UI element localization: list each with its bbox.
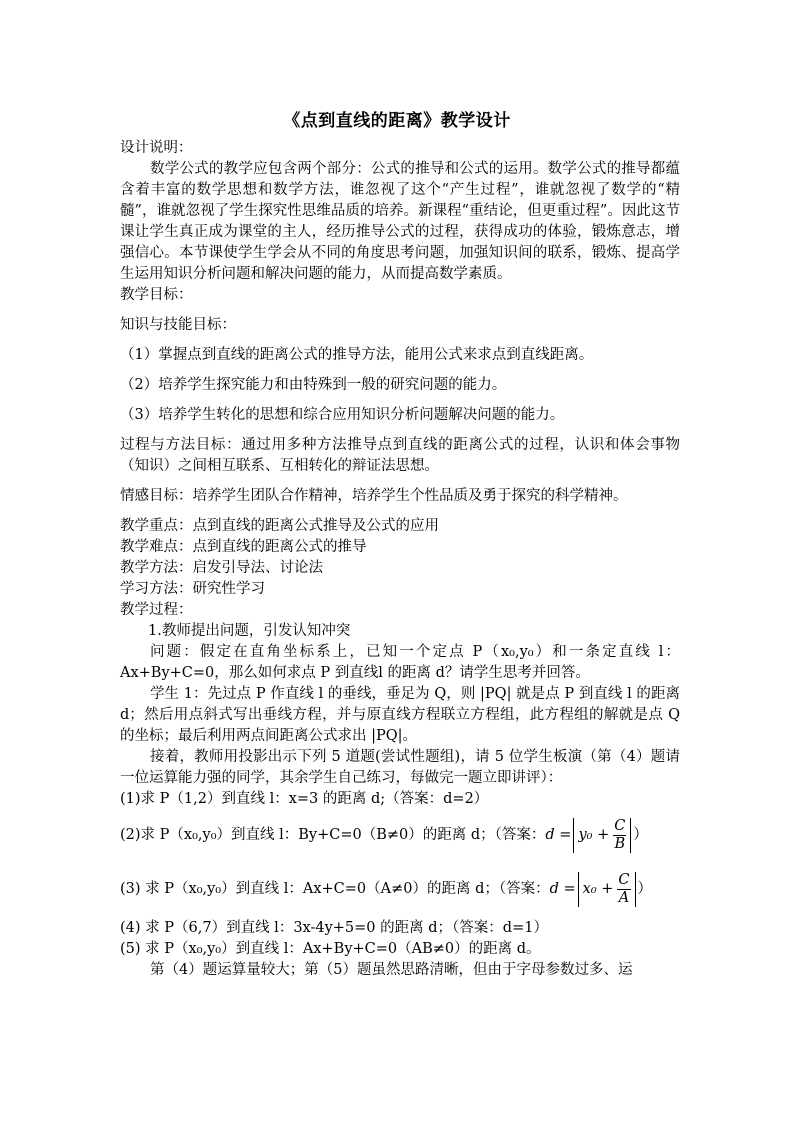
exercise-2-text: (2)求 P（x₀,y₀）到直线 l：By+C=0（B≠0）的距离 d；（答案：	[120, 826, 546, 843]
goal-item-2: （2）培养学生探究能力和由特殊到一般的研究问题的能力。	[120, 377, 507, 393]
exercise-4: (4) 求 P（6,7）到直线 l：3x-4y+5=0 的距离 d；（答案：d=1）	[120, 920, 548, 936]
closing-paragraph: 第（4）题运算量较大；第（5）题虽然思路清晰，但由于字母参数过多、运	[150, 962, 633, 978]
exercise-3-close: ）	[637, 880, 653, 897]
design-note-heading: 设计说明：	[120, 140, 193, 156]
exercise-3-abs	[578, 872, 636, 907]
goal-item-3: （3）培养学生转化的思想和综合应用知识分析问题解决问题的能力。	[120, 407, 565, 423]
exercise-2-var: d =	[545, 826, 572, 843]
process-question: 问题：假定在直角坐标系上，已知一个定点 P（x₀,y₀）和一条定直线 l：Ax+By+C=0，那么如何求点 P 到直线l 的距离 d？请学生思考并回答。	[120, 644, 680, 681]
goal-item-1: （1）掌握点到直线的距离公式的推导方法，能用公式来求点到直线距离。	[120, 347, 594, 363]
teacher-next: 接着，教师用投影出示下列 5 道题(尝试性题组)，请 5 位学生板演（第（4）题请一位运算能力强的同学，其余学生自己练习，每做完一题立即讲评）：	[120, 749, 680, 786]
exercise-2-abs	[573, 818, 631, 853]
student-1-answer: 学生 1：先过点 P 作直线 l 的垂线，垂足为 Q，则 |PQ| 就是点 P 到直线 l 的距离 d；然后用点斜式写出垂线方程，并与原直线方程联立方程组，此方程组的解就是点 Q 的坐标；最后利用两点间距离公式求出 |PQ|。	[120, 686, 680, 744]
goals-heading: 教学目标：	[120, 287, 193, 303]
teaching-process-heading: 教学过程：	[120, 602, 193, 618]
learning-method: 学习方法：研究性学习	[120, 581, 265, 597]
page-title: 《点到直线的距离》教学设计	[283, 111, 511, 131]
process-step-1: 1.教师提出问题，引发认知冲突	[148, 623, 351, 639]
teaching-method: 教学方法：启发引导法、讨论法	[120, 560, 323, 576]
exercise-2	[120, 810, 680, 860]
exercise-3-var: d =	[549, 880, 576, 897]
exercise-3-term: x₀ +	[582, 880, 614, 897]
exercise-2-denominator: B	[614, 835, 626, 852]
exercise-3-numerator: C	[618, 871, 630, 888]
exercise-3-text: (3) 求 P（x₀,y₀）到直线 l：Ax+C=0（A≠0）的距离 d；（答案：	[120, 880, 550, 897]
design-note-paragraph: 数学公式的教学应包含两个部分：公式的推导和公式的运用。数学公式的推导都蕴含着丰富的数学思想和数学方法，谁忽视了这个“产生过程”，谁就忽视了数学的“精髓”，谁就忽视了学生探究性思维品质的培养。新课程“重结论，但更重过程”。因此这节课让学生真正成为课堂的主人，经历推导公式的过程，获得成功的体验，锻炼意志，增强信心。本节课使学生学会从不同的角度思考问题，加强知识间的联系，锻炼、提高学生运用知识分析问题和解决问题的能力，从而提高数学素质。	[120, 161, 680, 282]
exercise-2-term: y₀ +	[578, 826, 610, 843]
document-body	[120, 138, 680, 981]
teaching-focus: 教学重点：点到直线的距离公式推导及公式的应用	[120, 518, 439, 534]
exercise-1: (1)求 P（1,2）到直线 l：x=3 的距离 d;（答案：d=2）	[120, 791, 489, 807]
teaching-difficulty: 教学难点：点到直线的距离公式的推导	[120, 539, 367, 555]
exercise-5: (5) 求 P（x₀,y₀）到直线 l：Ax+By+C=0（AB≠0）的距离 d。	[120, 941, 541, 957]
exercise-3-denominator: A	[618, 889, 630, 906]
exercise-2-numerator: C	[614, 817, 626, 834]
process-goal: 过程与方法目标：通过用多种方法推导点到直线的距离公式的过程，认识和体会事物（知识）之间相互联系、互相转化的辩证法思想。	[120, 437, 680, 474]
exercise-3	[120, 864, 680, 914]
exercise-2-fraction	[613, 818, 626, 853]
exercise-2-close: ）	[633, 826, 648, 843]
knowledge-goals-heading: 知识与技能目标：	[120, 317, 236, 333]
exercise-3-fraction	[617, 872, 630, 907]
emotion-goal: 情感目标：培养学生团队合作精神，培养学生个性品质及勇于探究的科学精神。	[120, 488, 628, 504]
